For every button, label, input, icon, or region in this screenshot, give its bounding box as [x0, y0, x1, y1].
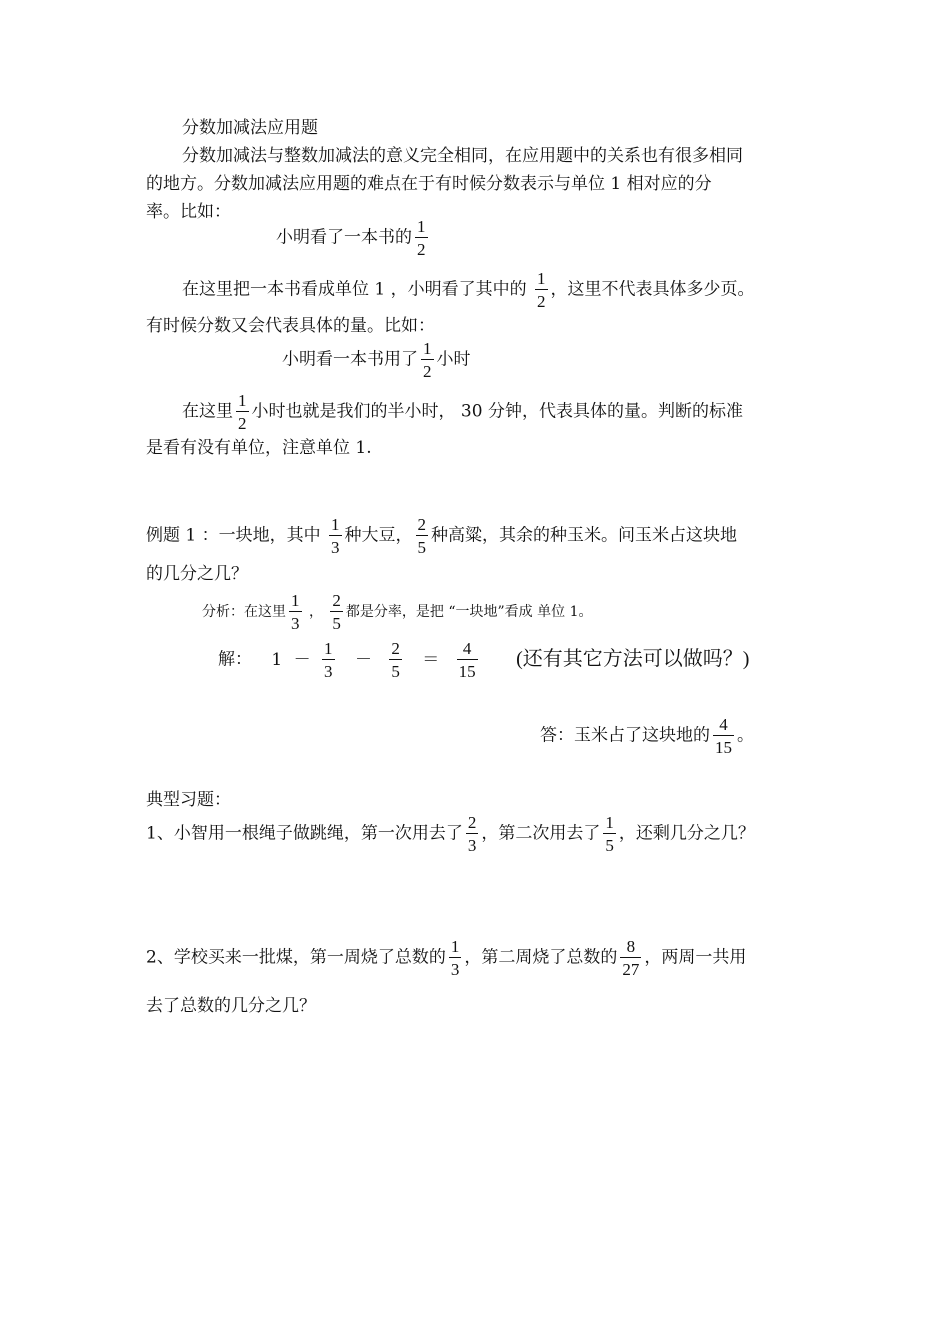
paragraph-line: 在这里把一本书看成单位 1 ，小明看了其中的 $\frac{1}{2}$ ，这里不代表具体多少页。 [182, 269, 755, 311]
intro-line: 的地方。分数加减法应用题的难点在于有时候分数表示与单位 1 相对应的分 [146, 174, 712, 194]
problem-line: 例题 1 ：一块地，其中 $\frac{1}{3}$ 种大豆， $\frac{2}{5}$ 种高粱，其余的种玉米。问玉米占这块地 [146, 515, 738, 557]
exercise-line: 去了总数的几分之几？ [146, 996, 316, 1016]
fraction: $\frac{8}{27}$ [622, 937, 640, 979]
fraction: $\frac{2}{5}$ [417, 515, 427, 557]
fraction: $\frac{1}{2}$ [423, 339, 432, 381]
fraction: $\frac{1}{2}$ [238, 391, 247, 433]
example-text: 小明看了一本书的 [276, 227, 412, 248]
exercise-line: 2、学校买来一批煤，第一周烧了总数的 $\frac{1}{3}$ ，第二周烧了总数的 $\frac{8}{27}$ ，两周一共用 [146, 937, 747, 979]
example-a [276, 218, 576, 258]
fraction: $\frac{1}{3}$ [324, 639, 333, 681]
fraction: $\frac{4}{15}$ [458, 639, 476, 681]
fraction: $\frac{1}{5}$ [605, 813, 614, 855]
exercises-heading: 典型习题： [146, 790, 231, 810]
paragraph-line: 是看有没有单位，注意单位 1. [146, 438, 372, 458]
intro-line: 分数加减法与整数加减法的意义完全相同，在应用题中的关系也有很多相同 [182, 146, 743, 166]
exercise-2 [146, 938, 808, 1020]
fraction: $\frac{2}{5}$ [391, 639, 400, 681]
paragraph-2 [146, 270, 808, 340]
fraction: $\frac{1}{2}$ [417, 217, 426, 259]
exercise-1 [146, 814, 808, 854]
exercise-line: 1、小智用一根绳子做跳绳，第一次用去了 $\frac{2}{3}$ ，第二次用去了 $\frac{1}{5}$ ，还剩几分之几？ [146, 813, 755, 855]
fraction: $\frac{2}{3}$ [467, 813, 477, 855]
solution: 解： 1 － $\frac{1}{3}$ － $\frac{2}{5}$ ＝ $\frac{4}{15}$ (还有其它方法可以做吗？) [218, 639, 750, 681]
analysis: 分析：在这里 $\frac{1}{3}$ ， $\frac{2}{5}$ 都是分率，是把 “一块地”看成 单位 1。 [202, 591, 593, 633]
paragraph-3 [146, 392, 808, 462]
fraction: $\frac{4}{15}$ [715, 715, 732, 757]
intro-section [146, 114, 808, 226]
paragraph-line: 有时候分数又会代表具体的量。比如： [146, 316, 435, 336]
page-title: 分数加减法应用题 [182, 118, 318, 138]
paragraph-line: 在这里 $\frac{1}{2}$ 小时也就是我们的半小时， 30 分钟，代表具体的量。判断的标准 [182, 391, 743, 433]
solution-label: 解： [218, 649, 252, 670]
fraction: $\frac{1}{3}$ [291, 591, 300, 633]
intro-line: 率。比如： [146, 202, 231, 222]
fraction: $\frac{1}{2}$ [537, 269, 546, 311]
fraction: $\frac{2}{5}$ [332, 591, 341, 633]
fraction: $\frac{1}{3}$ [450, 937, 460, 979]
answer: 答：玉米占了这块地的 $\frac{4}{15}$ 。 [540, 715, 754, 757]
problem-line: 的几分之几？ [146, 564, 248, 584]
example-b: 小明看一本书用了 $\frac{1}{2}$ 小时 [282, 339, 471, 381]
fraction: $\frac{1}{3}$ [331, 515, 340, 557]
example-problem-1 [146, 516, 808, 588]
method-question: (还有其它方法可以做吗？) [516, 647, 750, 670]
